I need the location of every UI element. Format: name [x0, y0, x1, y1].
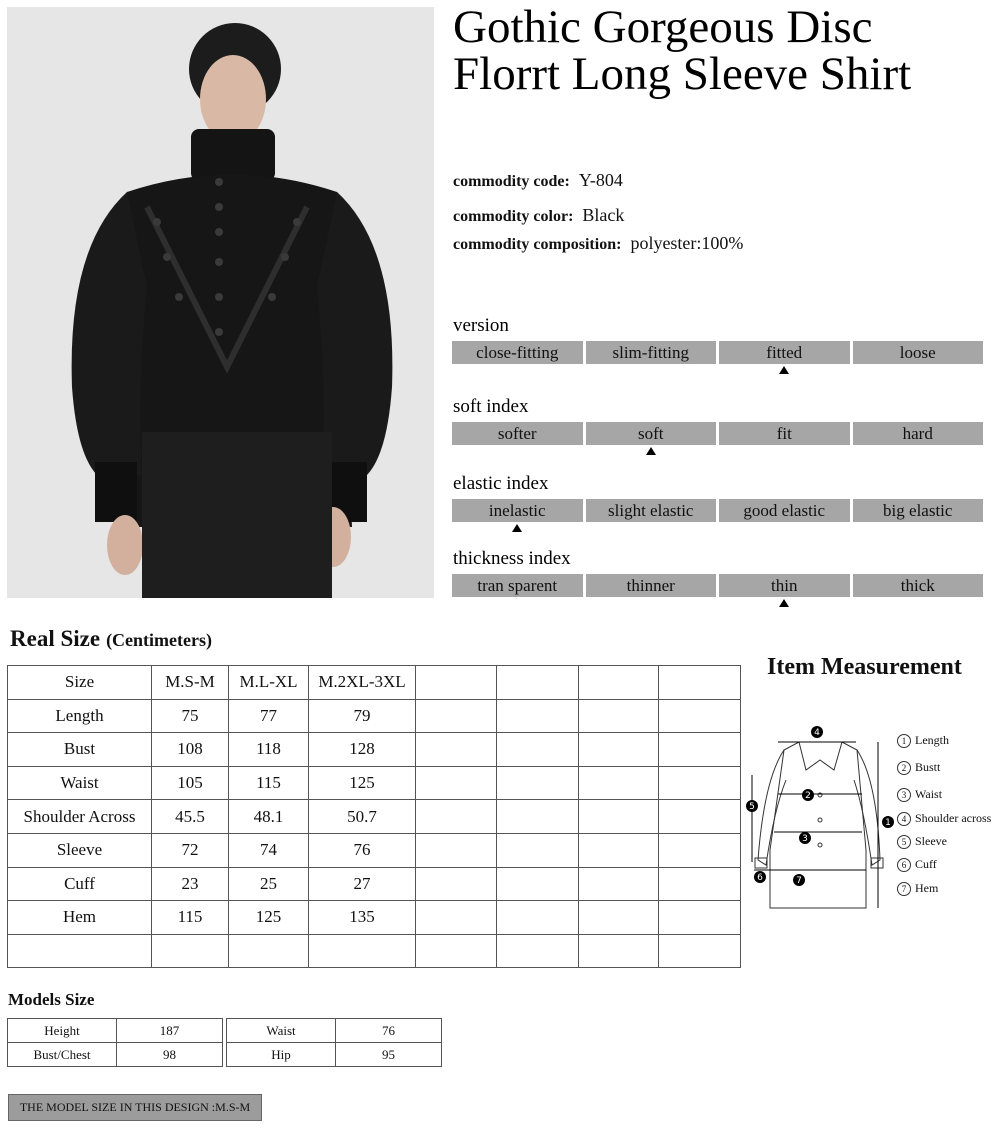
table-cell: 128 — [309, 733, 416, 767]
legend-label: Length — [915, 733, 949, 747]
table-cell-empty — [497, 867, 579, 901]
soft-index-option: fit — [719, 422, 850, 445]
soft-index-option-selected — [586, 422, 717, 445]
table-cell-empty — [659, 666, 741, 700]
models-size-title: Models Size — [8, 990, 95, 1009]
table-cell-empty — [579, 733, 659, 767]
table-cell: 125 — [229, 901, 309, 935]
table-cell-empty — [579, 833, 659, 867]
real-size-unit: (Centimeters) — [106, 630, 213, 650]
table-cell-empty — [659, 699, 741, 733]
table-cell-empty — [8, 934, 152, 968]
table-cell-empty — [497, 901, 579, 935]
table-cell-empty — [579, 867, 659, 901]
table-cell: 115 — [152, 901, 229, 935]
svg-text:1: 1 — [885, 818, 891, 828]
table-cell-empty — [579, 800, 659, 834]
legend-label: Cuff — [915, 857, 937, 871]
selected-marker-icon — [779, 599, 789, 607]
legend-item — [897, 881, 938, 896]
real-size-heading — [10, 626, 212, 652]
table-cell: 79 — [309, 699, 416, 733]
table-cell: Bust/Chest — [8, 1043, 117, 1067]
table-cell: Bust — [8, 733, 152, 767]
table-cell-empty — [579, 766, 659, 800]
table-row-empty — [8, 934, 741, 968]
table-cell-empty — [416, 833, 497, 867]
model-illustration — [7, 7, 434, 598]
table-cell-empty — [579, 901, 659, 935]
table-cell: 105 — [152, 766, 229, 800]
table-cell-empty — [309, 934, 416, 968]
table-cell: Height — [8, 1019, 117, 1043]
thickness-index-title: thickness index — [453, 548, 571, 569]
table-cell: 74 — [229, 833, 309, 867]
shirt-diagram-icon — [744, 720, 894, 920]
table-cell-empty — [659, 867, 741, 901]
table-cell-empty — [659, 901, 741, 935]
soft-index-option: hard — [853, 422, 984, 445]
elastic-index-bar — [452, 499, 983, 522]
size-table — [7, 665, 741, 968]
selected-marker-icon — [646, 447, 656, 455]
table-cell-empty — [416, 666, 497, 700]
table-row — [227, 1043, 442, 1067]
table-header-cell: M.S-M — [152, 666, 229, 700]
soft-index-bar — [452, 422, 983, 445]
svg-text:7: 7 — [796, 876, 802, 886]
table-cell: Shoulder Across — [8, 800, 152, 834]
table-header-cell: Size — [8, 666, 152, 700]
table-cell: 27 — [309, 867, 416, 901]
table-cell-empty — [659, 934, 741, 968]
elastic-index-title: elastic index — [453, 473, 549, 494]
table-cell: 115 — [229, 766, 309, 800]
attr-code-value: Y-804 — [578, 170, 623, 190]
legend-label: Shoulder across — [915, 811, 992, 825]
legend-label: Hem — [915, 881, 939, 895]
attr-color — [453, 205, 624, 226]
table-cell-empty — [416, 766, 497, 800]
thickness-index-option: tran sparent — [452, 574, 583, 597]
table-cell-empty — [659, 800, 741, 834]
table-cell: Waist — [227, 1019, 336, 1043]
table-cell: 98 — [117, 1043, 223, 1067]
svg-text:6: 6 — [757, 873, 763, 883]
table-cell: 76 — [336, 1019, 442, 1043]
legend-label: Sleeve — [915, 834, 947, 848]
thickness-index-bar — [452, 574, 983, 597]
table-row — [8, 1019, 223, 1043]
attr-color-label: commodity color: — [453, 208, 574, 225]
table-cell: 45.5 — [152, 800, 229, 834]
legend-item — [897, 760, 940, 775]
table-cell-empty — [579, 934, 659, 968]
product-photo — [7, 7, 434, 598]
table-cell: 187 — [117, 1019, 223, 1043]
table-cell-empty — [416, 699, 497, 733]
table-cell: 77 — [229, 699, 309, 733]
legend-number: 3 — [897, 788, 911, 802]
table-row — [8, 800, 741, 834]
table-cell: Sleeve — [8, 833, 152, 867]
item-measurement-title: Item Measurement — [767, 654, 962, 680]
table-cell-empty — [416, 901, 497, 935]
svg-text:3: 3 — [802, 834, 808, 844]
table-cell-empty — [497, 833, 579, 867]
table-cell: Waist — [8, 766, 152, 800]
models-table-left — [7, 1018, 223, 1067]
legend-number: 6 — [897, 858, 911, 872]
table-cell-empty — [497, 666, 579, 700]
table-cell-empty — [659, 833, 741, 867]
table-cell: Hip — [227, 1043, 336, 1067]
table-cell: 48.1 — [229, 800, 309, 834]
table-cell-empty — [229, 934, 309, 968]
elastic-index-option: slight elastic — [586, 499, 717, 522]
soft-index-option: softer — [452, 422, 583, 445]
table-cell: Hem — [8, 901, 152, 935]
product-title — [453, 1, 993, 100]
version-option-label: fitted — [766, 343, 803, 362]
version-option: loose — [853, 341, 984, 364]
version-option: slim-fitting — [586, 341, 717, 364]
thickness-index-option: thick — [853, 574, 984, 597]
table-cell: Length — [8, 699, 152, 733]
legend-item — [897, 834, 947, 849]
table-cell-empty — [659, 733, 741, 767]
version-bar — [452, 341, 983, 364]
table-cell-empty — [416, 867, 497, 901]
attr-composition-value: polyester:100% — [630, 233, 744, 253]
table-cell-empty — [497, 766, 579, 800]
table-row — [8, 833, 741, 867]
table-cell-empty — [497, 934, 579, 968]
attr-color-value: Black — [582, 205, 625, 225]
models-table-right — [226, 1018, 442, 1067]
table-cell: 50.7 — [309, 800, 416, 834]
product-title-line1: Gothic Gorgeous Disc — [453, 1, 873, 53]
table-row — [8, 867, 741, 901]
table-cell: 95 — [336, 1043, 442, 1067]
svg-text:2: 2 — [805, 791, 811, 801]
attr-composition — [453, 233, 743, 254]
table-cell-empty — [579, 699, 659, 733]
version-option-selected — [719, 341, 850, 364]
elastic-index-option-selected — [452, 499, 583, 522]
table-cell-empty — [659, 766, 741, 800]
table-cell: 125 — [309, 766, 416, 800]
legend-item — [897, 733, 949, 748]
attr-code-label: commodity code: — [453, 173, 570, 190]
legend-number: 7 — [897, 882, 911, 896]
attr-code — [453, 170, 623, 191]
svg-text:5: 5 — [749, 802, 755, 812]
soft-index-option-label: soft — [638, 424, 664, 443]
table-cell: 118 — [229, 733, 309, 767]
table-row — [8, 901, 741, 935]
legend-item — [897, 857, 937, 872]
legend-item — [897, 811, 991, 826]
table-cell: 76 — [309, 833, 416, 867]
table-cell: Cuff — [8, 867, 152, 901]
table-cell-empty — [497, 733, 579, 767]
version-title: version — [453, 315, 509, 336]
soft-index-title: soft index — [453, 396, 529, 417]
legend-label: Bustt — [915, 760, 941, 774]
model-size-note: THE MODEL SIZE IN THIS DESIGN :M.S-M — [8, 1094, 262, 1121]
table-header-row — [8, 666, 741, 700]
thickness-index-option-selected — [719, 574, 850, 597]
table-cell: 135 — [309, 901, 416, 935]
elastic-index-option-label: inelastic — [488, 501, 546, 520]
selected-marker-icon — [779, 366, 789, 374]
table-cell-empty — [497, 699, 579, 733]
table-cell-empty — [497, 800, 579, 834]
svg-text:4: 4 — [814, 728, 820, 738]
product-title-line2: Florrt Long Sleeve Shirt — [453, 48, 912, 100]
thickness-index-option: thinner — [586, 574, 717, 597]
table-cell-empty — [416, 733, 497, 767]
table-cell-empty — [152, 934, 229, 968]
table-cell: 72 — [152, 833, 229, 867]
table-cell-empty — [416, 800, 497, 834]
legend-label: Waist — [915, 787, 943, 801]
table-header-cell: M.2XL-3XL — [309, 666, 416, 700]
table-header-cell: M.L-XL — [229, 666, 309, 700]
table-cell: 108 — [152, 733, 229, 767]
table-cell: 23 — [152, 867, 229, 901]
legend-number: 2 — [897, 761, 911, 775]
legend-number: 4 — [897, 812, 911, 826]
table-row — [8, 766, 741, 800]
elastic-index-option: good elastic — [719, 499, 850, 522]
table-row — [8, 733, 741, 767]
table-row — [8, 699, 741, 733]
attr-composition-label: commodity composition: — [453, 236, 622, 253]
legend-item — [897, 787, 942, 802]
table-row — [8, 1043, 223, 1067]
legend-number: 5 — [897, 835, 911, 849]
table-cell-empty — [579, 666, 659, 700]
table-cell-empty — [416, 934, 497, 968]
legend-number: 1 — [897, 734, 911, 748]
table-cell: 25 — [229, 867, 309, 901]
real-size-title: Real Size — [10, 626, 101, 651]
table-row — [227, 1019, 442, 1043]
version-option: close-fitting — [452, 341, 583, 364]
table-cell: 75 — [152, 699, 229, 733]
elastic-index-option: big elastic — [853, 499, 984, 522]
thickness-index-option-label: thin — [771, 576, 798, 595]
selected-marker-icon — [512, 524, 522, 532]
